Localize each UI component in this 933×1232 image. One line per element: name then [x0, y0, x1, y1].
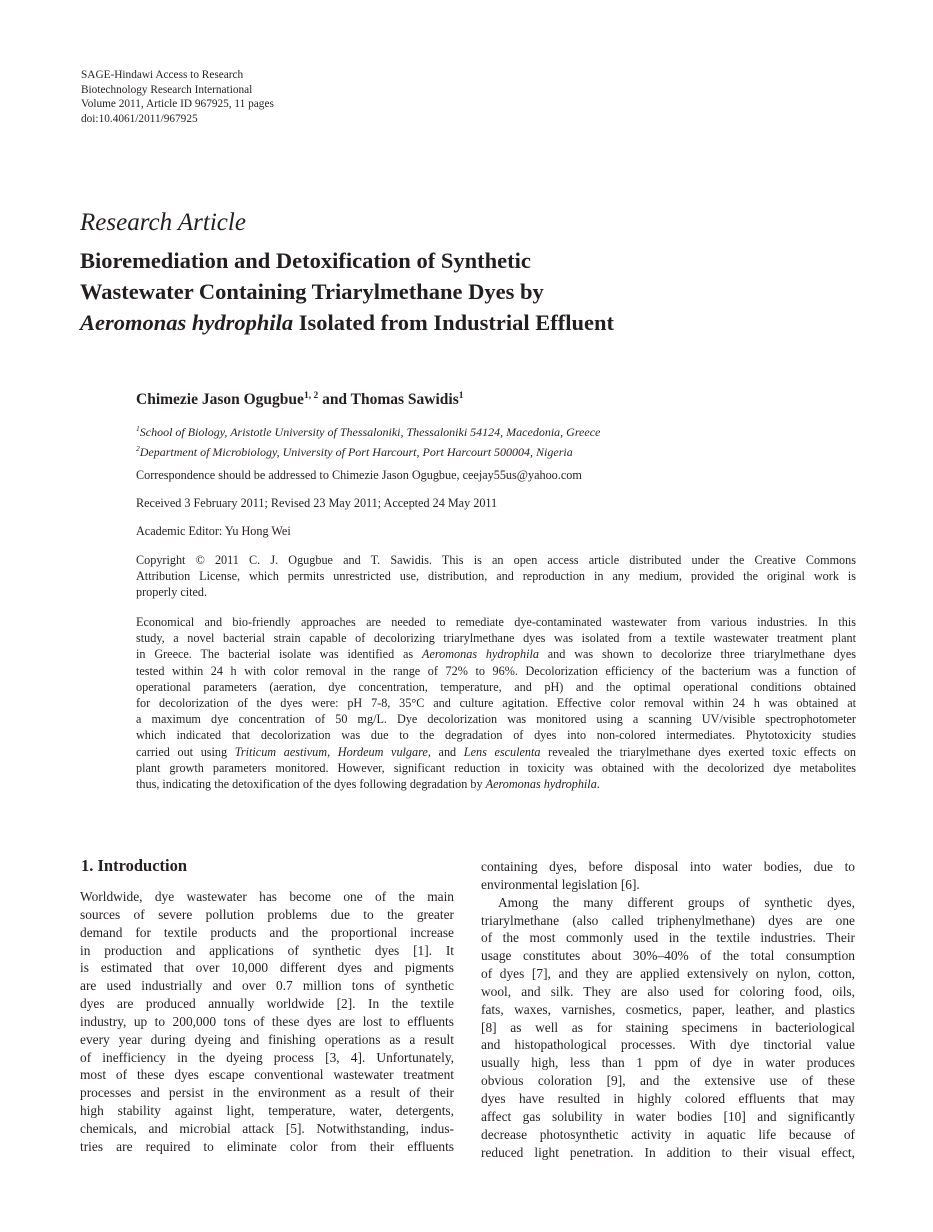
title-species: Aeromonas hydrophila [80, 310, 294, 335]
copyright-line: Copyright © 2011 C. J. Ogugbue and T. Sawidis. This is an open access article distributed under the Creative Commons [136, 553, 856, 567]
body-line: and histopathological processes. With dye tinctorial value [481, 1037, 855, 1053]
body-line: of the most commonly used in the textile industries. Their [481, 930, 855, 946]
journal-volume: Volume 2011, Article ID 967925, 11 pages [81, 98, 274, 111]
body-line: of dyes [7], and they are applied extensively on nylon, cotton, [481, 966, 855, 982]
body-line: industry, up to 200,000 tons of these dyes are lost to effluents [80, 1013, 454, 1029]
body-line: Worldwide, dye wastewater has become one of the main [80, 889, 454, 904]
journal-publisher: SAGE-Hindawi Access to Research [81, 69, 244, 81]
body-line: sources of severe pollution problems due to the greater [80, 906, 454, 922]
body-line: are used industrially and over 0.7 million tons of synthetic [80, 978, 454, 994]
body-line: decrease photosynthetic activity in aquatic life because of [481, 1126, 855, 1142]
article-type: Research Article [80, 209, 246, 236]
body-line: of inefficiency in the dyeing process [3, 4]. Unfortunately, [80, 1049, 454, 1065]
body-line: fats, waxes, varnishes, cosmetics, paper, leather, and plastics [481, 1001, 855, 1017]
article-dates: Received 3 February 2011; Revised 23 May 2011; Accepted 24 May 2011 [136, 496, 498, 510]
authors-and: and [318, 391, 351, 409]
body-line: in production and applications of synthetic dyes [1]. It [80, 942, 454, 958]
affiliation-1-text: School of Biology, Aristotle University of Thessaloniki, Thessaloniki 54124, Macedonia, Greece [139, 425, 601, 439]
abstract-line: thus, indicating the detoxification of the dyes following degradation by Aeromonas hydrophila. [136, 776, 600, 791]
body-line: affect gas solubility in water bodies [10] and significantly [481, 1108, 855, 1124]
body-line: reduced light penetration. In addition to their visual effect, [481, 1144, 855, 1160]
affiliation-2 [136, 441, 600, 461]
body-line: obvious coloration [9], and the extensive use of these [481, 1073, 855, 1089]
body-line: demand for textile products and the proportional increase [80, 924, 454, 940]
body-column-right [481, 858, 855, 1161]
body-line: dyes have resulted in highly colored effluents that may [481, 1090, 855, 1106]
title-line-3 [80, 307, 880, 338]
copyright-line: properly cited. [136, 585, 208, 600]
title-line-1: Bioremediation and Detoxification of Synthetic [80, 248, 531, 273]
body-line: [8] as well as for staining specimens in bacteriological [481, 1019, 855, 1035]
abstract-line: carried out using Triticum aestivum, Hordeum vulgare, and Lens esculenta revealed the triarylmethane dyes exerted toxic effects on [136, 744, 857, 759]
affiliation-1-num: 1 [136, 424, 140, 433]
affiliations [136, 421, 600, 460]
abstract-line: which indicated that decolorization was due to the degradation of dyes into non-colored intermediates. Phytotoxicity studies [136, 728, 856, 743]
title-line-2: Wastewater Containing Triarylmethane Dyes by [80, 279, 544, 304]
body-line: tries are required to eliminate color from their effluents [80, 1138, 454, 1154]
section-heading-introduction: 1. Introduction [81, 856, 188, 875]
affiliation-1 [136, 421, 600, 441]
abstract-line: plant growth parameters monitored. However, significant reduction in toxicity was obtained with the decolorized dye metabolites [136, 760, 856, 775]
abstract-line: study, a novel bacterial strain capable of decolorizing triarylmethane dyes was isolated from a textile wastewater treatment plant [136, 631, 856, 646]
abstract-line: Economical and bio-friendly approaches are needed to remediate dye-contaminated wastewater from various industries. In this [136, 615, 856, 629]
journal-doi[interactable]: doi:10.4061/2011/967925 [81, 112, 198, 125]
academic-editor: Academic Editor: Yu Hong Wei [136, 524, 291, 538]
copyright-line: Attribution License, which permits unrestricted use, distribution, and reproduction in any medium, provided the original work is [136, 569, 856, 584]
correspondence: Correspondence should be addressed to Chimezie Jason Ogugbue, ceejay55us@yahoo.com [136, 468, 582, 482]
body-line: every year during dyeing and finishing operations as a result [80, 1031, 454, 1047]
journal-name: Biotechnology Research International [81, 83, 253, 96]
body-line: high stability against light, temperature, water, detergents, [80, 1103, 454, 1119]
abstract [136, 614, 856, 792]
body-line: most of these dyes escape conventional wastewater treatment [80, 1067, 454, 1083]
abstract-line: for decolorization of the dyes were: pH 7-8, 35°C and culture agitation. Effective color removal within 24 h was obtained at [136, 695, 856, 710]
author-1: Chimezie Jason Ogugbue [136, 391, 304, 409]
body-line: is estimated that over 10,000 different dyes and pigments [80, 960, 454, 976]
body-line: environmental legislation [6]. [481, 876, 640, 892]
body-column-left [80, 888, 454, 1156]
body-line: chemicals, and microbial attack [5]. Notwithstanding, indus- [80, 1120, 454, 1136]
abstract-line: tested within 24 h with color removal in the range of 72% to 96%. Decolorization efficiency of the bacterium was a function of [136, 663, 856, 678]
body-line: dyes are produced annually worldwide [2]. In the textile [80, 996, 454, 1012]
body-line: Among the many different groups of synthetic dyes, [498, 894, 855, 910]
author-1-affil: 1, 2 [303, 391, 319, 401]
author-2: Thomas Sawidis [350, 391, 459, 409]
body-line: usage constitutes about 30%–40% of the total consumption [481, 948, 855, 964]
copyright-notice [136, 552, 856, 601]
abstract-line: in Greece. The bacterial isolate was identified as Aeromonas hydrophila and was shown to decolorize three triarylmethane dyes [136, 647, 856, 662]
authors [136, 386, 464, 410]
affiliation-2-num: 2 [136, 443, 140, 453]
abstract-line: a maximum dye concentration of 50 mg/L. Dye decolorization was monitored using a scanning UV/visible spectrophotometer [136, 712, 856, 727]
author-2-affil: 1 [458, 391, 464, 401]
title-line-3-rest: Isolated from Industrial Effluent [293, 310, 615, 335]
body-line: usually high, less than 1 ppm of dye in water produces [481, 1055, 855, 1071]
body-line: wool, and silk. They are also used for coloring food, oils, [481, 983, 855, 999]
body-line: triarylmethane (also called triphenylmethane) dyes are one [481, 912, 855, 928]
affiliation-2-text: Department of Microbiology, University of Port Harcourt, Port Harcourt 500004, Nigeria [139, 444, 573, 459]
journal-info [81, 68, 274, 126]
article-title [80, 245, 880, 338]
body-line: processes and persist in the environment as a result of their [80, 1085, 454, 1101]
abstract-line: operational parameters (aeration, dye concentration, temperature, and pH) and the optimal operational conditions obtained [136, 679, 856, 694]
body-line: containing dyes, before disposal into water bodies, due to [481, 859, 855, 874]
